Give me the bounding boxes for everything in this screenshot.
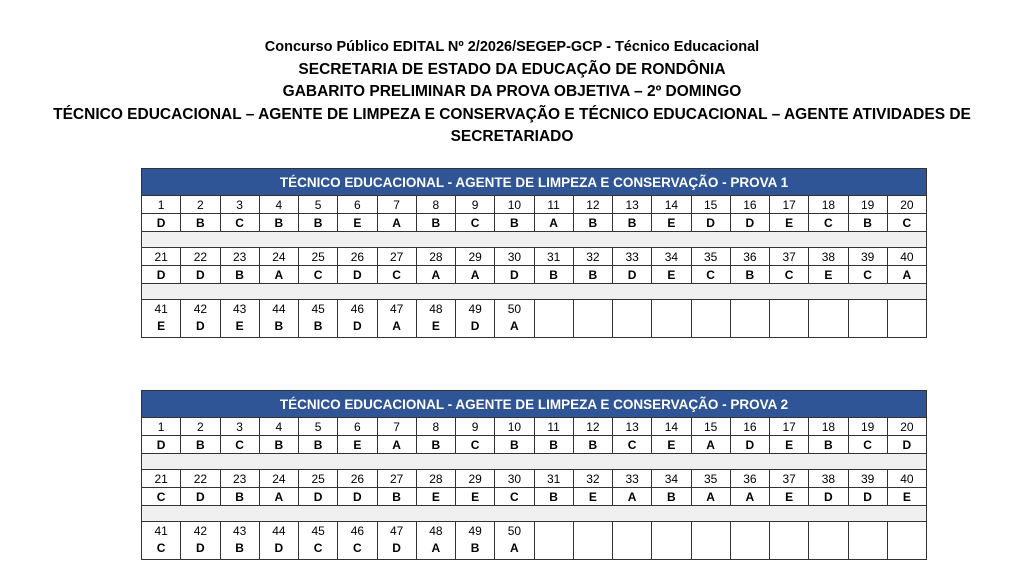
question-number: 5 [299,196,338,214]
question-cell [652,300,691,337]
question-cell [495,300,534,337]
question-number: 9 [456,196,495,214]
question-number: 21 [142,248,181,266]
question-cell [888,522,926,559]
question-number: 8 [417,418,456,436]
question-number: 10 [495,196,534,214]
answer-cell: D [181,266,220,284]
question-cell [809,522,848,559]
answer-cell: E [652,214,691,232]
answer-cell: D [181,488,220,506]
question-cell [849,300,888,337]
answer-cell: D [338,266,377,284]
question-number: 25 [299,248,338,266]
question-number: 49 [468,302,482,316]
question-row-41-50 [142,300,926,337]
question-number: 35 [692,248,731,266]
question-number: 5 [299,418,338,436]
question-cell [456,300,495,337]
question-cell [417,300,456,337]
question-cell [770,522,809,559]
question-number: 18 [809,196,848,214]
answer-cell: A [692,488,731,506]
answer-cell: C [613,436,652,454]
answer-cell: C [495,488,534,506]
answer-cell: C [888,214,926,232]
question-number: 13 [613,418,652,436]
answer-cell: B [181,436,220,454]
answer-cell: B [274,319,284,333]
answer-cell: A [260,488,299,506]
answer-cell: A [417,266,456,284]
question-number: 11 [535,418,574,436]
question-cell [260,522,299,559]
answer-cell: D [731,214,770,232]
question-number: 22 [181,248,220,266]
question-number: 27 [378,248,417,266]
answer-cell: C [692,266,731,284]
answer-cell: B [313,319,323,333]
question-cell [849,522,888,559]
question-number: 39 [849,248,888,266]
question-number: 13 [613,196,652,214]
answer-cell: B [221,488,260,506]
answer-cell: B [417,214,456,232]
question-number: 36 [731,470,770,488]
answer-cell: B [535,266,574,284]
question-cell [574,300,613,337]
question-number: 1 [142,196,181,214]
question-cell [299,300,338,337]
question-number: 41 [154,524,168,538]
answer-cell: E [574,488,613,506]
question-number: 38 [809,248,848,266]
question-number: 26 [338,470,377,488]
answer-cell: A [456,266,495,284]
question-cell [456,522,495,559]
answer-cell: C [221,436,260,454]
question-number: 37 [770,470,809,488]
question-number: 25 [299,470,338,488]
answer-cell: E [456,488,495,506]
answer-cell: B [574,214,613,232]
question-number: 16 [731,418,770,436]
answer-cell: B [299,214,338,232]
answer-cell: A [510,541,519,555]
question-cell [260,300,299,337]
answer-key-table-prova-2 [141,390,927,560]
question-number: 14 [652,418,691,436]
answer-cell: D [392,541,401,555]
answer-key-title: GABARITO PRELIMINAR DA PROVA OBJETIVA – 2º DOMINGO [282,83,742,100]
answer-cell: D [142,214,181,232]
answer-cell: A [692,436,731,454]
contest-title: Concurso Público EDITAL Nº 2/2026/SEGEP-GCP - Técnico Educacional [264,39,760,55]
answer-cell: E [652,266,691,284]
question-number: 34 [652,470,691,488]
answer-cell: C [313,541,323,555]
question-number: 10 [495,418,534,436]
answer-cell: A [510,319,519,333]
answer-cell: C [221,214,260,232]
answer-cell: B [731,266,770,284]
question-cell [692,300,731,337]
answer-cell: B [181,214,220,232]
answer-cell: C [456,436,495,454]
question-number: 41 [154,302,168,316]
question-number-row [142,470,926,488]
answer-key-table-prova-1 [141,168,927,338]
question-cell [535,522,574,559]
answer-cell: E [888,488,926,506]
answer-cell: B [535,436,574,454]
question-number: 36 [731,248,770,266]
question-number: 19 [849,196,888,214]
answer-cell: D [495,266,534,284]
question-number: 32 [574,248,613,266]
answer-cell: C [353,541,362,555]
answer-cell: D [353,319,362,333]
question-number: 43 [232,524,247,538]
question-number: 30 [495,470,534,488]
question-number: 39 [849,470,888,488]
question-cell [221,300,260,337]
answer-cell: C [770,266,809,284]
answer-cell: B [613,214,652,232]
answer-row [142,488,926,506]
question-number: 20 [888,196,926,214]
question-cell [378,300,417,337]
answer-cell: C [809,214,848,232]
question-number: 20 [888,418,926,436]
question-number: 44 [272,524,286,538]
document-header [0,36,1024,149]
answer-cell: D [731,436,770,454]
question-number: 15 [692,418,731,436]
question-number: 29 [456,470,495,488]
question-number: 46 [350,302,365,316]
secretariat-title: SECRETARIA DE ESTADO DA EDUCAÇÃO DE RONDÔNIA [298,60,726,78]
question-cell [495,522,534,559]
question-number: 42 [193,524,208,538]
question-cell [888,300,926,337]
question-number: 33 [613,470,652,488]
question-number: 50 [507,524,522,538]
question-number: 6 [338,196,377,214]
question-number: 35 [692,470,731,488]
question-number: 40 [888,470,926,488]
question-number: 28 [417,470,456,488]
question-number: 6 [338,418,377,436]
question-number: 7 [378,196,417,214]
question-number: 1 [142,418,181,436]
question-cell [181,522,220,559]
row-separator [142,284,926,300]
answer-row [142,266,926,284]
answer-cell: E [417,488,456,506]
question-number: 4 [260,196,299,214]
question-number: 11 [535,196,574,214]
question-cell [299,522,338,559]
positions-title: TÉCNICO EDUCACIONAL – AGENTE DE LIMPEZA E CONSERVAÇÃO E TÉCNICO EDUCACIONAL – AGENTE ATIVIDADES DE [53,105,971,123]
row-separator [142,506,926,522]
answer-cell: E [770,488,809,506]
answer-cell: A [888,266,926,284]
question-number: 33 [613,248,652,266]
answer-cell: E [235,319,244,333]
question-number: 3 [221,196,260,214]
question-number: 8 [417,196,456,214]
question-cell [142,300,181,337]
question-number: 3 [221,418,260,436]
answer-cell: D [888,436,926,454]
question-cell [731,522,770,559]
answer-cell: B [378,488,417,506]
question-number: 32 [574,470,613,488]
table-title: TÉCNICO EDUCACIONAL - AGENTE DE LIMPEZA E CONSERVAÇÃO - PROVA 2 [142,391,926,418]
answer-cell: A [378,214,417,232]
question-number: 29 [456,248,495,266]
answer-cell: B [470,541,480,555]
question-number: 15 [692,196,731,214]
answer-cell: B [495,214,534,232]
answer-cell: D [196,319,205,333]
question-cell [221,522,260,559]
question-cell [535,300,574,337]
answer-cell: B [417,436,456,454]
answer-cell: B [652,488,691,506]
question-number: 48 [429,302,443,316]
answer-cell: C [378,266,417,284]
question-number-row [142,196,926,214]
question-number: 31 [535,248,574,266]
question-number: 42 [193,302,208,316]
answer-cell: B [235,541,244,555]
question-cell [181,300,220,337]
question-number: 19 [849,418,888,436]
question-number: 12 [574,196,613,214]
question-number: 31 [535,470,574,488]
question-number: 14 [652,196,691,214]
answer-cell: C [156,541,166,555]
question-cell [692,522,731,559]
question-number: 2 [181,418,220,436]
question-cell [417,522,456,559]
question-row-41-50 [142,522,926,559]
question-number: 50 [507,302,522,316]
answer-cell: E [770,436,809,454]
answer-cell: B [849,214,888,232]
answer-cell: D [196,541,205,555]
answer-cell: E [157,319,166,333]
question-number: 48 [429,524,443,538]
answer-cell: D [849,488,888,506]
answer-cell: D [338,488,377,506]
question-cell [809,300,848,337]
question-cell [338,300,377,337]
question-number: 40 [888,248,926,266]
answer-cell: A [535,214,574,232]
answer-cell: A [378,436,417,454]
answer-cell: D [142,436,181,454]
answer-cell: A [731,488,770,506]
question-number: 46 [350,524,365,538]
question-cell [338,522,377,559]
question-number: 43 [232,302,247,316]
answer-row [142,214,926,232]
question-cell [731,300,770,337]
question-number: 38 [809,470,848,488]
answer-cell: E [338,436,377,454]
answer-cell: D [470,319,480,333]
answer-cell: D [809,488,848,506]
question-number: 24 [260,470,299,488]
answer-cell: B [809,436,848,454]
question-number: 30 [495,248,534,266]
question-cell [613,300,652,337]
table-title: TÉCNICO EDUCACIONAL - AGENTE DE LIMPEZA E CONSERVAÇÃO - PROVA 1 [142,169,926,196]
question-number: 9 [456,418,495,436]
answer-cell: C [849,266,888,284]
row-separator [142,232,926,248]
question-cell [770,300,809,337]
answer-row [142,436,926,454]
question-number: 23 [221,248,260,266]
answer-cell: A [613,488,652,506]
answer-cell: A [431,541,441,555]
question-cell [652,522,691,559]
question-number: 49 [468,524,482,538]
question-number: 7 [378,418,417,436]
answer-cell: D [142,266,181,284]
answer-cell: E [652,436,691,454]
question-number-row [142,418,926,436]
answer-cell: C [456,214,495,232]
question-number: 18 [809,418,848,436]
question-number-row [142,248,926,266]
question-number: 34 [652,248,691,266]
question-number: 23 [221,470,260,488]
question-number: 26 [338,248,377,266]
question-number: 27 [378,470,417,488]
answer-cell: B [299,436,338,454]
answer-cell: B [495,436,534,454]
question-number: 24 [260,248,299,266]
answer-cell: D [299,488,338,506]
question-number: 22 [181,470,220,488]
question-number: 12 [574,418,613,436]
question-number: 21 [142,470,181,488]
question-number: 4 [260,418,299,436]
question-number: 47 [389,302,404,316]
positions-title-cont: SECRETARIADO [450,128,574,145]
answer-cell: B [260,214,299,232]
answer-cell: B [574,436,613,454]
answer-cell: A [392,319,401,333]
question-number: 2 [181,196,220,214]
question-number: 44 [272,302,286,316]
answer-cell: B [574,266,613,284]
answer-cell: D [274,541,284,555]
question-number: 45 [311,302,325,316]
question-number: 45 [311,524,325,538]
row-separator [142,454,926,470]
answer-cell: E [809,266,848,284]
answer-cell: E [431,319,440,333]
question-number: 37 [770,248,809,266]
answer-cell: C [849,436,888,454]
answer-cell: B [260,436,299,454]
answer-cell: C [299,266,338,284]
answer-cell: B [221,266,260,284]
question-cell [574,522,613,559]
answer-cell: C [142,488,181,506]
question-cell [378,522,417,559]
answer-cell: D [613,266,652,284]
question-number: 17 [770,196,809,214]
question-number: 47 [389,524,404,538]
question-number: 17 [770,418,809,436]
answer-cell: A [260,266,299,284]
answer-cell: E [770,214,809,232]
question-cell [613,522,652,559]
question-number: 28 [417,248,456,266]
answer-cell: E [338,214,377,232]
answer-cell: B [535,488,574,506]
answer-cell: D [692,214,731,232]
question-number: 16 [731,196,770,214]
question-cell [142,522,181,559]
